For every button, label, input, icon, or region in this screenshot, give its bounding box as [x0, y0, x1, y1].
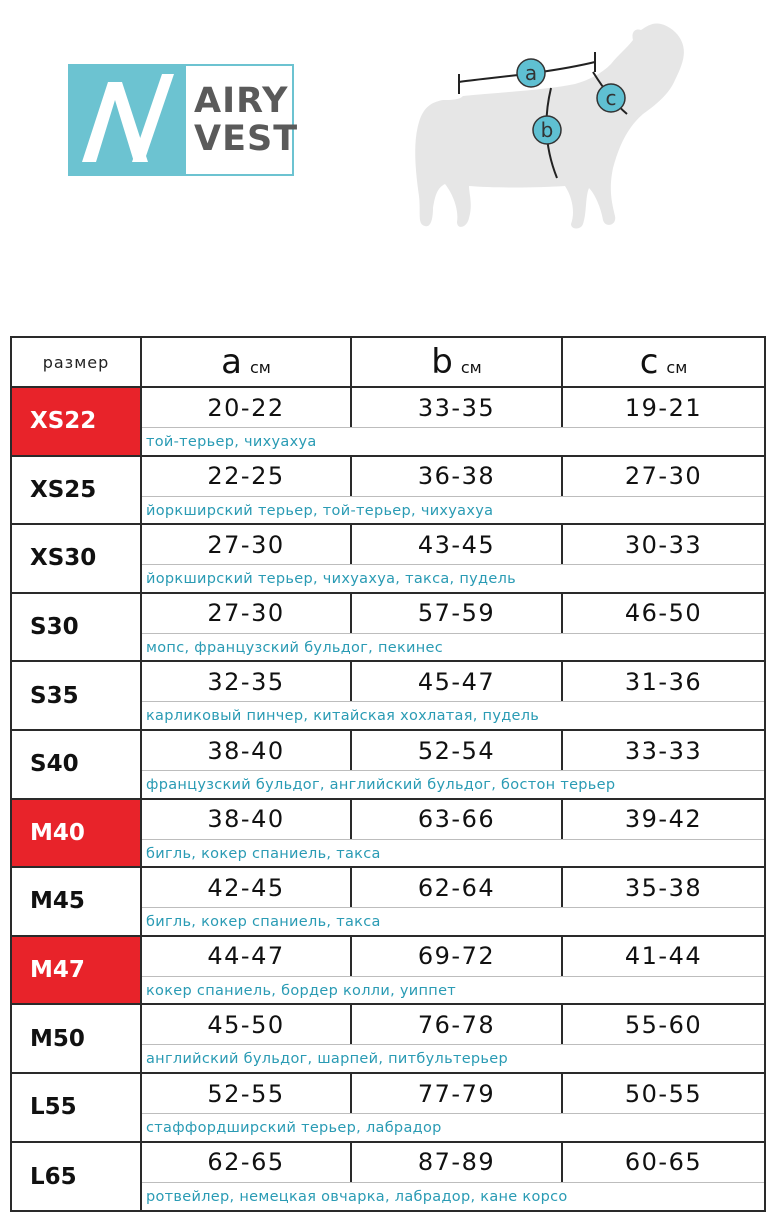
- logo-word-airy: AIRY: [194, 81, 289, 121]
- size-table: [10, 336, 766, 1212]
- table-row: [12, 594, 764, 663]
- breed-list: мопс, французский бульдог, пекинес: [146, 639, 444, 656]
- header-a-unit: см: [249, 357, 271, 377]
- value-b: 33-35: [352, 388, 563, 427]
- value-a: 27-30: [142, 594, 352, 633]
- breed-list: йоркширский терьер, чихуахуа, такса, пудель: [146, 571, 516, 588]
- value-b: 62-64: [352, 868, 563, 907]
- header-a: [142, 338, 352, 386]
- table-row: [12, 1143, 764, 1212]
- value-a: 44-47: [142, 937, 352, 976]
- value-c: 60-65: [624, 1148, 703, 1177]
- breed-list: той-терьер, чихуахуа: [146, 434, 317, 450]
- measurement-values: [142, 594, 764, 634]
- breed-list: бигль, кокер спаниель, такса: [146, 914, 381, 931]
- measurement-values: [142, 662, 764, 702]
- value-c: 39-42: [624, 805, 703, 834]
- brand-logo: [68, 64, 299, 176]
- breed-list: английский бульдог, шарпей, питбультерьер: [146, 1051, 508, 1068]
- logo-mark-icon: [68, 64, 186, 176]
- header-a-letter: a: [221, 342, 242, 382]
- breed-list: бигль, кокер спаниель, такса: [146, 845, 381, 862]
- marker-c-label: c: [605, 86, 617, 110]
- table-row: [12, 1074, 764, 1143]
- logo-word-vest: VEST: [194, 119, 299, 159]
- value-c: 30-33: [624, 530, 703, 559]
- value-b: 63-66: [352, 800, 563, 839]
- size-label: L65: [12, 1143, 142, 1212]
- value-a: 27-30: [142, 525, 352, 564]
- value-b: 52-54: [352, 731, 563, 770]
- value-a: 62-65: [142, 1143, 352, 1182]
- header-c-unit: см: [666, 357, 688, 377]
- value-c: 31-36: [624, 667, 703, 696]
- value-c: 33-33: [624, 736, 703, 765]
- breed-list: ротвейлер, немецкая овчарка, лабрадор, кане корсо: [146, 1188, 568, 1205]
- size-label: M40: [12, 800, 142, 867]
- table-row: [12, 731, 764, 800]
- header-c-letter: c: [639, 342, 659, 382]
- value-c: 41-44: [624, 942, 703, 971]
- value-c: 35-38: [624, 873, 703, 902]
- value-b: 43-45: [352, 525, 563, 564]
- value-b: 57-59: [352, 594, 563, 633]
- value-c: 55-60: [624, 1010, 703, 1039]
- size-label: M47: [12, 937, 142, 1004]
- size-label: XS25: [12, 457, 142, 524]
- size-label: S40: [12, 731, 142, 798]
- size-label: XS30: [12, 525, 142, 592]
- size-label: S30: [12, 594, 142, 661]
- marker-b-label: b: [540, 118, 554, 142]
- marker-c-icon: [597, 84, 625, 112]
- breed-list: карликовый пинчер, китайская хохлатая, пудель: [146, 708, 540, 725]
- measurement-values: [142, 868, 764, 908]
- value-b: 69-72: [352, 937, 563, 976]
- size-label: S35: [12, 662, 142, 729]
- value-b: 76-78: [352, 1005, 563, 1044]
- breed-list: стаффордширский терьер, лабрадор: [146, 1120, 442, 1136]
- size-label: XS22: [12, 388, 142, 455]
- value-a: 22-25: [142, 457, 352, 496]
- breed-list: кокер спаниель, бордер колли, уиппет: [146, 982, 457, 999]
- measurement-values: [142, 388, 764, 428]
- header-b-unit: см: [460, 357, 482, 377]
- logo-wordmark: [186, 64, 299, 176]
- value-b: 77-79: [352, 1074, 563, 1113]
- table-row: [12, 937, 764, 1006]
- size-label: M50: [12, 1005, 142, 1072]
- marker-a-label: a: [524, 61, 538, 85]
- breed-list: йоркширский терьер, той-терьер, чихуахуа: [146, 502, 494, 519]
- value-c: 46-50: [624, 599, 703, 628]
- measurement-values: [142, 731, 764, 771]
- value-a: 42-45: [142, 868, 352, 907]
- measurement-values: [142, 1005, 764, 1045]
- table-row: [12, 388, 764, 457]
- measurement-values: [142, 525, 764, 565]
- measurement-values: [142, 937, 764, 977]
- header-c: [563, 338, 764, 386]
- header-b: [352, 338, 563, 386]
- dog-measurement-diagram: [405, 18, 705, 233]
- measurement-values: [142, 1143, 764, 1183]
- measurement-values: [142, 457, 764, 497]
- table-row: [12, 868, 764, 937]
- value-c: 27-30: [624, 462, 703, 491]
- header-size: размер: [12, 338, 142, 386]
- value-a: 45-50: [142, 1005, 352, 1044]
- table-header: [12, 338, 764, 388]
- measurement-values: [142, 800, 764, 840]
- value-a: 52-55: [142, 1074, 352, 1113]
- table-row: [12, 457, 764, 526]
- value-c: 50-55: [624, 1079, 703, 1108]
- marker-a-icon: [517, 59, 545, 87]
- value-a: 20-22: [142, 388, 352, 427]
- measurement-values: [142, 1074, 764, 1114]
- size-label: L55: [12, 1074, 142, 1141]
- header-b-letter: b: [431, 342, 453, 382]
- value-b: 36-38: [352, 457, 563, 496]
- table-row: [12, 1005, 764, 1074]
- breed-list: французский бульдог, английский бульдог, бостон терьер: [146, 777, 616, 793]
- value-a: 38-40: [142, 731, 352, 770]
- value-a: 32-35: [142, 662, 352, 701]
- value-b: 87-89: [352, 1143, 563, 1182]
- table-row: [12, 662, 764, 731]
- value-a: 38-40: [142, 800, 352, 839]
- table-row: [12, 525, 764, 594]
- value-c: 19-21: [624, 393, 703, 422]
- table-row: [12, 800, 764, 869]
- marker-b-icon: [533, 116, 561, 144]
- size-label: M45: [12, 868, 142, 935]
- value-b: 45-47: [352, 662, 563, 701]
